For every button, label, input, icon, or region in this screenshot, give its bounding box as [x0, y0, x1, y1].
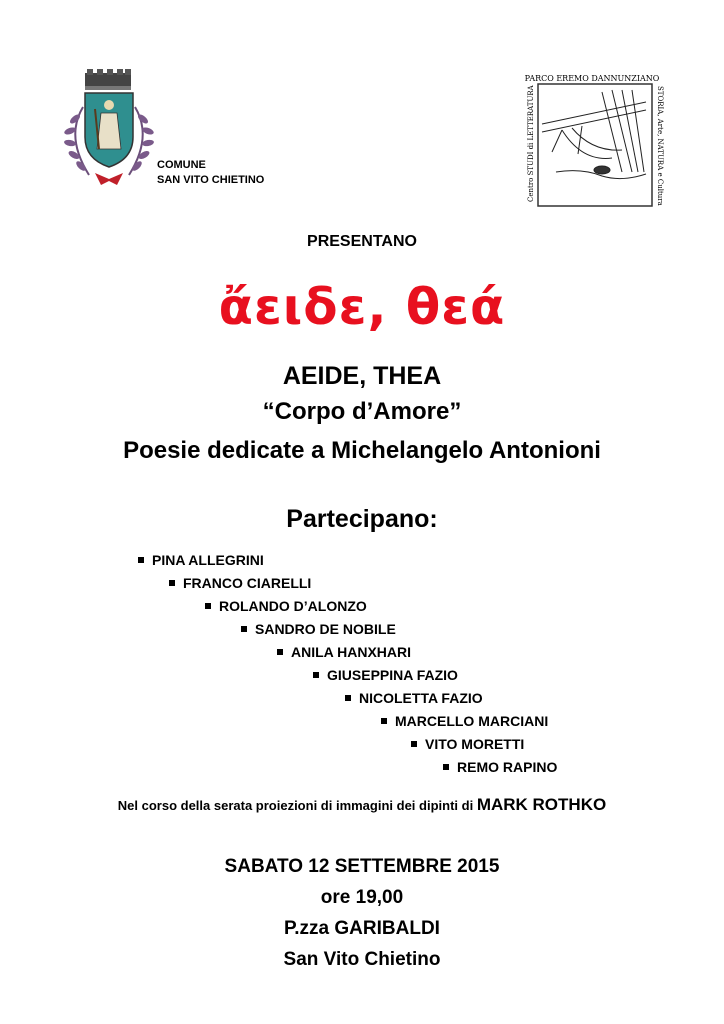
participant-name: ROLANDO D’ALONZO	[219, 598, 367, 614]
participant-name: REMO RAPINO	[457, 759, 558, 775]
participant-item	[443, 759, 557, 775]
bullet-icon	[205, 603, 211, 609]
participant-item	[169, 575, 311, 591]
comune-crest-logo	[55, 67, 163, 197]
presentano-label: PRESENTANO	[307, 233, 417, 250]
parco-right-text: STORIA, Arte, NATURA e Cultura	[656, 86, 664, 206]
event-title: AEIDE, THEA	[282, 362, 442, 390]
trabocco-drawing	[542, 90, 646, 179]
projection-note	[0, 795, 724, 815]
parco-eremo-logo	[522, 72, 670, 210]
participant-item	[411, 736, 524, 752]
participant-name: FRANCO CIARELLI	[183, 575, 312, 591]
participant-name: NICOLETTA FAZIO	[359, 690, 483, 706]
event-city: San Vito Chietino	[283, 949, 441, 970]
bullet-icon	[381, 718, 387, 724]
event-time: ore 19,00	[320, 887, 404, 908]
bullet-icon	[313, 672, 319, 678]
bullet-icon	[443, 764, 449, 770]
artist-name: MARK ROTHKO	[476, 795, 607, 814]
participant-name: MARCELLO MARCIANI	[395, 713, 549, 729]
participant-item	[345, 690, 483, 706]
comune-label	[157, 158, 264, 188]
bullet-icon	[277, 649, 283, 655]
participant-name: VITO MORETTI	[425, 736, 525, 752]
greek-title: ἄειδε, θεά	[218, 278, 506, 336]
participant-name: SANDRO DE NOBILE	[255, 621, 396, 637]
bullet-icon	[345, 695, 351, 701]
participant-item	[205, 598, 367, 614]
event-place: P.zza GARIBALDI	[284, 918, 440, 939]
comune-line1: COMUNE	[157, 159, 206, 171]
projection-note-text: Nel corso della serata proiezioni di immagini dei dipinti di	[117, 798, 474, 813]
participant-item	[138, 552, 264, 568]
event-date: SABATO 12 SETTEMBRE 2015	[224, 856, 500, 877]
participant-item	[313, 667, 458, 683]
bullet-icon	[138, 557, 144, 563]
participant-item	[241, 621, 396, 637]
comune-line2: SAN VITO CHIETINO	[157, 174, 265, 186]
participants-heading: Partecipano:	[286, 505, 438, 533]
bullet-icon	[169, 580, 175, 586]
participant-name: ANILA HANXHARI	[291, 644, 412, 660]
bullet-icon	[411, 741, 417, 747]
participant-name: GIUSEPPINA FAZIO	[327, 667, 458, 683]
event-subtitle-quote: “Corpo d’Amore”	[262, 398, 462, 425]
parco-left-text: Centro STUDI di LETTERATURA	[527, 85, 535, 202]
participant-name: PINA ALLEGRINI	[152, 552, 264, 568]
event-dedication: Poesie dedicate a Michelangelo Antonioni	[123, 437, 601, 464]
participant-item	[277, 644, 411, 660]
participant-item	[381, 713, 548, 729]
parco-top-text: PARCO EREMO DANNUNZIANO	[524, 74, 660, 83]
event-details	[0, 851, 724, 975]
bullet-icon	[241, 626, 247, 632]
